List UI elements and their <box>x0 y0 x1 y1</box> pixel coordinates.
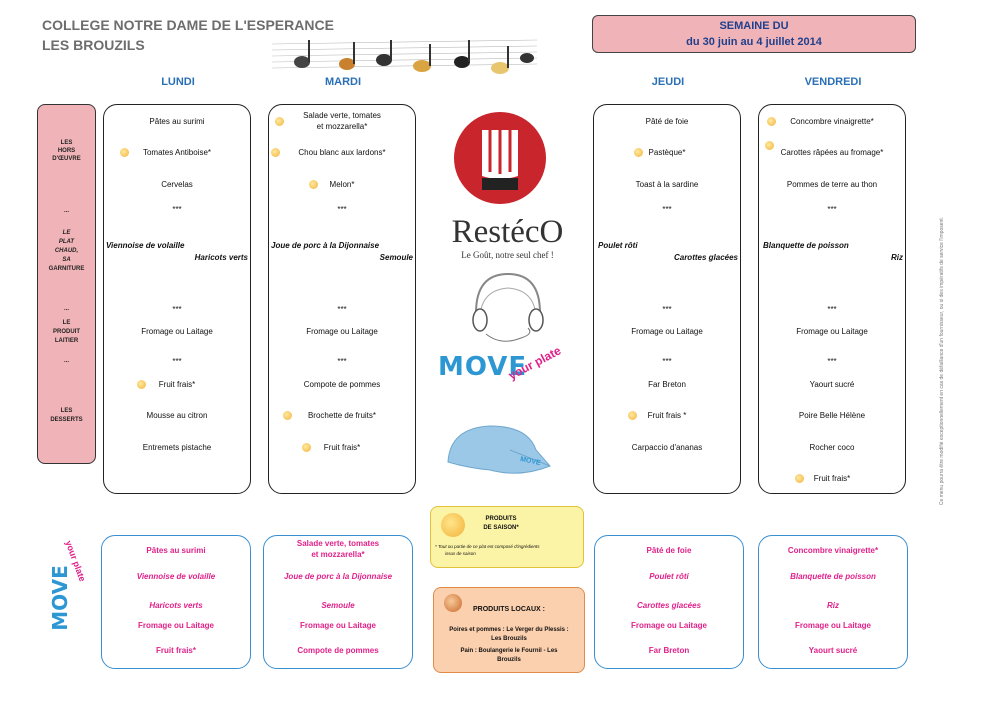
label-desserts-1: LES <box>60 408 73 414</box>
seasonal-products-box <box>430 506 584 568</box>
summary-box-vendredi <box>758 535 908 669</box>
vendredi-entree-1: Concombre vinaigrette* <box>790 117 874 126</box>
jeudi-dessert-3: Carpaccio d'ananas <box>631 443 703 452</box>
saison-note-1: * Tout ou partie de ce plat est composé d'ingrédients <box>435 544 540 549</box>
separator-stars: *** <box>827 205 837 214</box>
week-title: SEMAINE DU <box>719 20 789 32</box>
mardi-entree-1b: et mozzarella* <box>316 122 368 131</box>
vendredi-dessert-3: Rocher coco <box>809 443 855 452</box>
your-plate-text: your plate <box>506 343 564 383</box>
saison-note-2: issus de saison <box>445 551 476 556</box>
label-hors-1: LES <box>60 140 73 146</box>
summary-box-lundi <box>101 535 251 669</box>
day-header-jeudi: JEUDI <box>651 76 685 88</box>
summary-jeudi-1: Pâté de foie <box>646 546 692 555</box>
label-laitier-1: LE <box>62 320 71 326</box>
label-plat-2: PLAT <box>58 239 75 245</box>
your-plate-vertical-text: your plate <box>63 539 88 583</box>
separator-stars: *** <box>337 357 347 366</box>
vendredi-dessert-1: Yaourt sucré <box>809 380 855 389</box>
summary-mardi-4: Fromage ou Laitage <box>299 621 376 630</box>
summary-lundi-3: Haricots verts <box>149 601 203 610</box>
move-your-plate-logo <box>438 343 564 392</box>
jeudi-dessert-1: Far Breton <box>648 380 686 389</box>
menu-column-mardi <box>268 104 416 494</box>
summary-mardi-2: Joue de porc à la Dijonnaise <box>283 572 393 581</box>
lundi-laitage: Fromage ou Laitage <box>141 327 213 336</box>
jeudi-garniture: Carottes glacées <box>673 253 738 262</box>
summary-jeudi-5: Far Breton <box>648 646 690 655</box>
menu-column-vendredi <box>758 104 906 494</box>
side-note-text: Ce menu pourra être modifié exceptionnellement en cas de défaillance d'un fournisseur, ou si des impératifs de service l'imposent. <box>939 216 945 506</box>
summary-vendredi-2: Blanquette de poisson <box>790 572 876 581</box>
mardi-dessert-2: Brochette de fruits* <box>307 411 377 420</box>
summary-vendredi-4: Fromage ou Laitage <box>794 621 871 630</box>
jeudi-laitage: Fromage ou Laitage <box>631 327 703 336</box>
separator-stars: *** <box>827 305 837 314</box>
lundi-dessert-3: Entremets pistache <box>142 443 212 452</box>
lundi-garniture: Haricots verts <box>194 253 248 262</box>
separator-stars: *** <box>827 357 837 366</box>
mardi-plat: Joue de porc à la Dijonnaise <box>271 241 380 250</box>
vendredi-entree-3: Pommes de terre au thon <box>786 180 878 189</box>
local-products-box <box>433 587 585 673</box>
course-labels <box>37 104 96 464</box>
summary-jeudi-3: Carottes glacées <box>636 601 702 610</box>
locaux-line-1: Poires et pommes : Le Verger du Plessis : <box>449 627 569 633</box>
mardi-laitage: Fromage ou Laitage <box>306 327 378 336</box>
day-header-lundi: LUNDI <box>161 76 195 88</box>
sun-icon <box>441 513 465 537</box>
mardi-entree-2: Chou blanc aux lardons* <box>298 148 386 157</box>
label-desserts-2: DESSERTS <box>50 417 83 423</box>
side-note <box>932 188 944 548</box>
lundi-entree-2: Tomates Antiboise* <box>142 148 212 157</box>
move-vertical-text: MOVE <box>48 565 72 631</box>
jeudi-dessert-2: Fruit frais * <box>647 411 687 420</box>
locaux-line-2: Les Brouzils <box>491 636 527 642</box>
jeudi-plat: Poulet rôti <box>598 241 638 250</box>
label-sep-1: ... <box>63 208 69 214</box>
saison-title-2: DE SAISON* <box>483 525 519 531</box>
separator-stars: *** <box>662 305 672 314</box>
summary-jeudi-2: Poulet rôti <box>649 572 689 581</box>
lundi-entree-3: Cervelas <box>161 180 193 189</box>
mardi-dessert-3: Fruit frais* <box>323 443 361 452</box>
separator-stars: *** <box>337 305 347 314</box>
vendredi-garniture: Riz <box>891 253 903 262</box>
lundi-dessert-1: Fruit frais* <box>158 380 196 389</box>
jeudi-entree-1: Pâté de foie <box>645 117 689 126</box>
week-banner <box>592 15 916 53</box>
menu-column-lundi <box>103 104 251 494</box>
label-laitier-3: LAITIER <box>54 338 79 344</box>
label-sep-3: ... <box>63 358 69 364</box>
label-laitier-2: PRODUIT <box>53 329 80 335</box>
vendredi-dessert-2: Poire Belle Hélène <box>798 411 866 420</box>
menu-column-jeudi <box>593 104 741 494</box>
label-sep-2: ... <box>63 306 69 312</box>
lundi-dessert-2: Mousse au citron <box>146 411 208 420</box>
locaux-line-3: Pain : Boulangerie le Fournil - Les <box>460 648 558 654</box>
week-dates: du 30 juin au 4 juillet 2014 <box>686 36 822 48</box>
mardi-entree-1a: Salade verte, tomates <box>303 111 381 120</box>
summary-vendredi-5: Yaourt sucré <box>808 646 858 655</box>
separator-stars: *** <box>337 205 347 214</box>
cap-logo-text: MOVE <box>519 455 542 468</box>
saison-title-1: PRODUITS <box>485 516 517 522</box>
summary-jeudi-4: Fromage ou Laitage <box>630 621 707 630</box>
separator-stars: *** <box>172 205 182 214</box>
summary-lundi-5: Fruit frais* <box>155 646 196 655</box>
summary-vendredi-3: Riz <box>827 601 839 610</box>
label-plat-1: LE <box>62 230 71 236</box>
day-header-vendredi: VENDREDI <box>804 76 862 88</box>
mardi-garniture: Semoule <box>379 253 413 262</box>
label-plat-4: SA <box>62 257 71 263</box>
cap-icon <box>440 420 555 482</box>
lundi-plat: Viennoise de volaille <box>106 241 185 250</box>
locaux-title: PRODUITS LOCAUX : <box>473 606 545 613</box>
separator-stars: *** <box>662 357 672 366</box>
chef-hat-logo <box>452 110 548 214</box>
summary-lundi-2: Viennoise de volaille <box>136 572 216 581</box>
locaux-line-4: Brouzils <box>497 657 521 663</box>
jeudi-entree-3: Toast à la sardine <box>635 180 699 189</box>
school-name: COLLEGE NOTRE DAME DE L'ESPERANCE <box>42 17 334 33</box>
day-header-mardi: MARDI <box>324 76 362 88</box>
vendredi-laitage: Fromage ou Laitage <box>796 327 868 336</box>
label-hors-3: D'ŒUVRE <box>52 156 81 162</box>
vendredi-plat: Blanquette de poisson <box>763 241 849 250</box>
headphones-sketch <box>466 268 546 348</box>
jeudi-entree-2: Pastèque* <box>648 148 686 157</box>
resteco-tagline: Le Goût, notre seul chef ! <box>461 250 554 260</box>
summary-mardi-3: Semoule <box>321 601 355 610</box>
mardi-entree-3: Melon* <box>329 180 355 189</box>
label-plat-3: CHAUD, <box>54 248 79 254</box>
summary-mardi-1b: et mozzarella* <box>311 550 365 559</box>
separator-stars: *** <box>662 205 672 214</box>
summary-box-mardi <box>263 535 413 669</box>
label-hors-2: HORS <box>57 148 76 154</box>
summary-mardi-1a: Salade verte, tomates <box>296 539 380 548</box>
mardi-dessert-1: Compote de pommes <box>303 380 381 389</box>
separator-stars: *** <box>172 357 182 366</box>
move-your-plate-vertical-logo <box>40 539 88 648</box>
school-town: LES BROUZILS <box>42 37 145 53</box>
resteco-brand: RestécO <box>451 214 564 250</box>
separator-stars: *** <box>172 305 182 314</box>
summary-box-jeudi <box>594 535 744 669</box>
summary-mardi-5: Compote de pommes <box>297 646 379 655</box>
label-plat-5: GARNITURE <box>48 266 85 272</box>
vendredi-entree-2: Carottes râpées au fromage* <box>780 148 884 157</box>
summary-lundi-1: Pâtes au surimi <box>146 546 206 555</box>
move-logo-text: MOVE <box>438 352 528 382</box>
summary-vendredi-1: Concombre vinaigrette* <box>787 546 879 555</box>
vendredi-dessert-4: Fruit frais* <box>813 474 851 483</box>
lundi-entree-1: Pâtes au surimi <box>149 117 205 126</box>
summary-lundi-4: Fromage ou Laitage <box>137 621 214 630</box>
